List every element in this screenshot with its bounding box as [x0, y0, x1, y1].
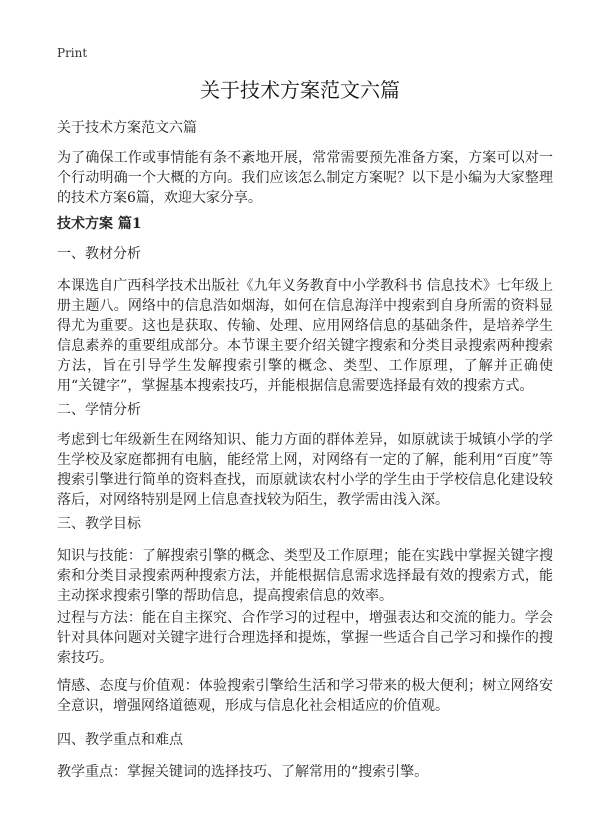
section-heading-key-points: 四、教学重点和难点 [57, 732, 183, 748]
materials-paragraph: 本课选自广西科学技术出版社《九年义务教育中小学教科书 信息技术》七年级上册主题八。网络中的信息浩如烟海，如何在信息海洋中搜索到自身所需的资料显得尤为重要。这也是获取、传输、处理、应用网络信息的基础条件，是培养学生信息素养的重要组成部分。本节课主要介绍关键字搜索和分类目录搜索两种搜索方法，旨在引导学生发解搜索引擎的概念、类型、工作原理，了解并正确使用“关键字”，掌握基本搜索技巧，并能根据信息需要选择最有效的搜索方式。 [57, 278, 553, 394]
key-points-paragraph: 教学重点：掌握关键词的选择技巧、了解常用的“搜索引擎。 [57, 764, 429, 780]
section-heading-materials: 一、教材分析 [57, 246, 141, 262]
section-heading-students: 二、学情分析 [57, 402, 141, 418]
article-subtitle: 关于技术方案范文六篇 [57, 120, 197, 136]
print-link[interactable]: Print [57, 46, 88, 60]
goals-knowledge-paragraph: 知识与技能：了解搜索引擎的概念、类型及工作原理；能在实践中掌握关键字搜索和分类目录搜索两种搜索方法，并能根据信息需求选择最有效的搜索方式，能主动探求搜索引擎的帮助信息，提高搜索信息的效率。 [57, 548, 553, 604]
page-title: 关于技术方案范文六篇 [200, 78, 400, 102]
students-paragraph: 考虑到七年级新生在网络知识、能力方面的群体差异，如原就读于城镇小学的学生学校及家庭都拥有电脑，能经常上网，对网络有一定的了解，能利用“百度”等搜索引擎进行简单的资料查找，而原就读农村小学的学生由于学校信息化建设较落后，对网络特别是网上信息查找较为陌生，教学需由浅入深。 [57, 432, 553, 508]
intro-paragraph: 为了确保工作或事情能有条不紊地开展，常常需要预先准备方案，方案可以对一个行动明确一个大概的方向。我们应该怎么制定方案呢？以下是小编为大家整理的技术方案6篇，欢迎大家分享。 [57, 150, 553, 206]
goals-values-paragraph: 情感、态度与价值观：体验搜索引擎给生活和学习带来的极大便利；树立网络安全意识，增强网络道德观，形成与信息化社会相适应的价值观。 [57, 678, 553, 714]
goals-process-paragraph: 过程与方法：能在自主探究、合作学习的过程中，增强表达和交流的能力。学会针对具体问题对关键字进行合理选择和提炼，掌握一些适合自己学习和操作的搜索技巧。 [57, 610, 553, 666]
section-title: 技术方案 篇1 [57, 216, 142, 232]
section-heading-goals: 三、教学目标 [57, 516, 141, 532]
